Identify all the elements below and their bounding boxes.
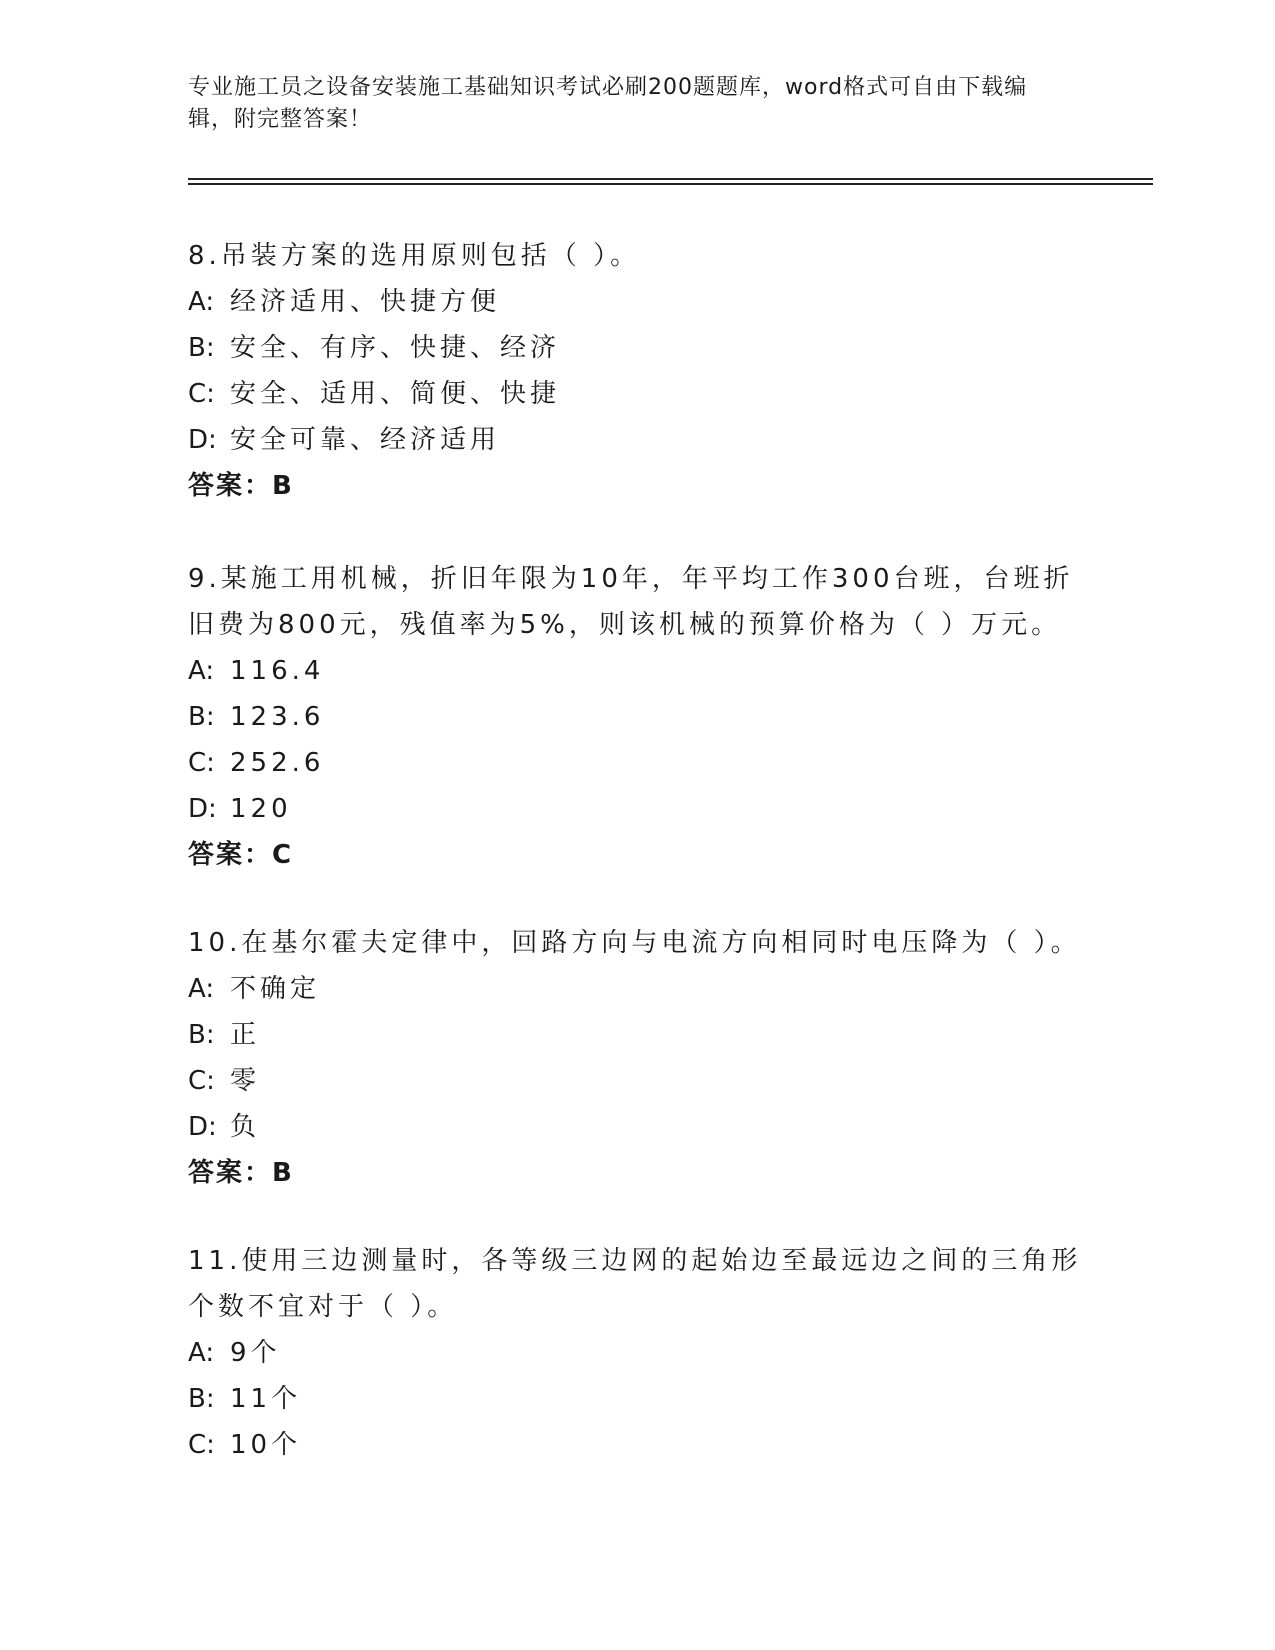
option-label: D:: [188, 794, 217, 824]
option-b: [188, 1376, 1088, 1422]
option-c: [188, 371, 1088, 417]
option-label: B:: [188, 1384, 215, 1414]
option-text: 安全、适用、简便、快捷: [230, 379, 561, 409]
option-text: 负: [230, 1112, 261, 1142]
option-d: [188, 417, 1088, 463]
option-label: B:: [188, 1020, 215, 1050]
question-stem: 10.在基尔霍夫定律中，回路方向与电流方向相同时电压降为（ ）。: [188, 928, 1081, 958]
option-label: C:: [188, 379, 215, 409]
option-a: [188, 648, 1088, 694]
question-stem: 9.某施工用机械，折旧年限为10年，年平均工作300台班，台班折旧费为800元，残值率为5%，则该机械的预算价格为（ ）万元。: [188, 564, 1074, 640]
question-stem: 11.使用三边测量时，各等级三边网的起始边至最远边之间的三角形个数不宜对于（ ）。: [188, 1246, 1082, 1322]
option-label: C:: [188, 1430, 215, 1460]
option-label: A:: [188, 1338, 215, 1368]
option-text: 11个: [230, 1384, 302, 1414]
question-8: [188, 233, 1088, 509]
option-text: 10个: [230, 1430, 302, 1460]
option-text: 9个: [230, 1338, 281, 1368]
answer: 答案：B: [188, 471, 294, 501]
option-label: B:: [188, 702, 215, 732]
option-text: 正: [230, 1020, 261, 1050]
option-text: 252.6: [230, 748, 325, 778]
answer: 答案：C: [188, 840, 294, 870]
option-b: [188, 1012, 1088, 1058]
question-stem: 8.吊装方案的选用原则包括（ ）。: [188, 241, 641, 271]
option-label: A:: [188, 974, 215, 1004]
option-text: 经济适用、快捷方便: [230, 287, 501, 317]
option-text: 安全、有序、快捷、经济: [230, 333, 561, 363]
option-a: [188, 1330, 1088, 1376]
option-a: [188, 279, 1088, 325]
option-text: 123.6: [230, 702, 325, 732]
option-text: 安全可靠、经济适用: [230, 425, 501, 455]
option-label: C:: [188, 748, 215, 778]
option-a: [188, 966, 1088, 1012]
option-text: 120: [230, 794, 292, 824]
question-10: [188, 920, 1088, 1196]
option-c: [188, 1058, 1088, 1104]
option-label: C:: [188, 1066, 215, 1096]
option-label: D:: [188, 1112, 217, 1142]
option-label: A:: [188, 656, 215, 686]
question-11: [188, 1238, 1088, 1468]
document-header: 专业施工员之设备安装施工基础知识考试必刷200题题库，word格式可自由下载编辑，附完整答案！: [188, 75, 1028, 132]
option-d: [188, 786, 1088, 832]
option-b: [188, 694, 1088, 740]
answer: 答案：B: [188, 1158, 294, 1188]
question-9: [188, 556, 1088, 878]
option-c: [188, 1422, 1088, 1468]
option-text: 零: [230, 1066, 261, 1096]
option-text: 116.4: [230, 656, 325, 686]
option-label: B:: [188, 333, 215, 363]
header-divider-line-2: [188, 183, 1153, 185]
header-divider-line: [188, 178, 1153, 180]
option-label: D:: [188, 425, 217, 455]
option-label: A:: [188, 287, 215, 317]
option-text: 不确定: [230, 974, 321, 1004]
option-d: [188, 1104, 1088, 1150]
option-b: [188, 325, 1088, 371]
option-c: [188, 740, 1088, 786]
